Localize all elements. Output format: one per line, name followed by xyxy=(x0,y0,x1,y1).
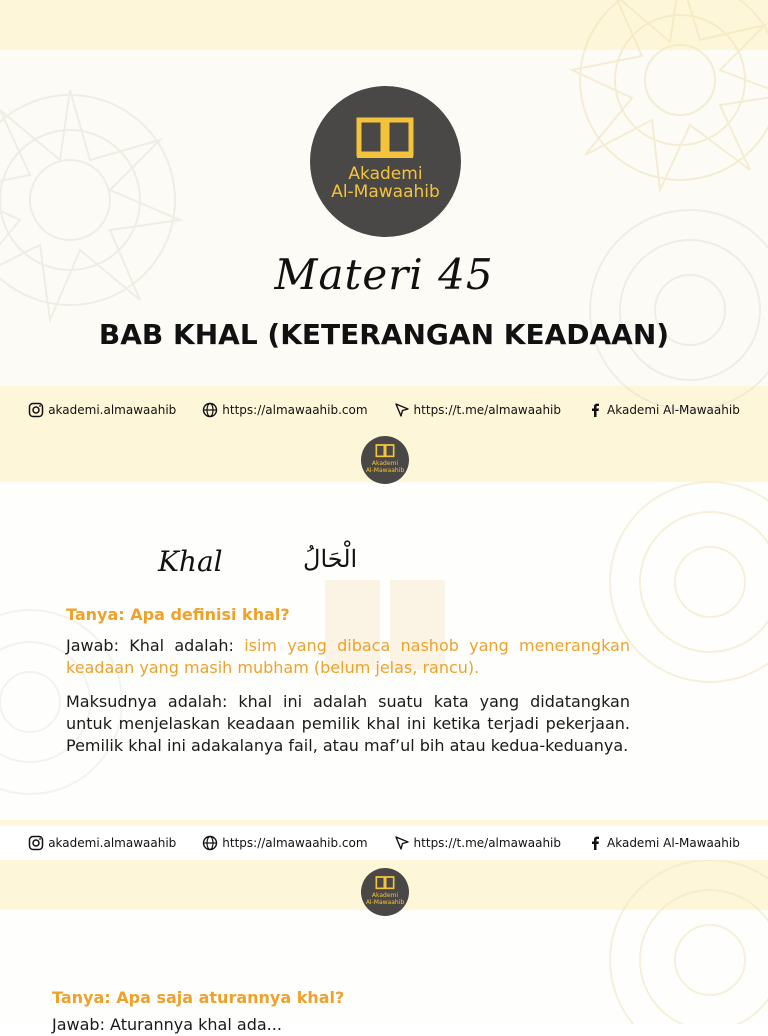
facebook-name: Akademi Al-Mawaahib xyxy=(607,836,740,850)
slide-title xyxy=(0,0,768,432)
logo-line-1: Akademi xyxy=(371,892,399,899)
answer-2-partial: Jawab: Aturannya khal ada... xyxy=(52,1015,282,1034)
globe-icon xyxy=(202,402,218,418)
social-footer xyxy=(0,393,768,427)
website-url: https://almawaahib.com xyxy=(222,836,368,850)
website-link[interactable] xyxy=(202,402,367,418)
facebook-icon xyxy=(587,402,603,418)
book-icon xyxy=(355,114,415,159)
telegram-link[interactable] xyxy=(394,402,561,418)
answer-1 xyxy=(66,635,630,679)
explanation-1: Maksudnya adalah: khal ini adalah suatu kata yang didatangkan untuk menjelaskan keadaan pemilik khal ini ketika terjadi pekerjaan. Pemilik khal ini adakalanya fail, atau maf’ul bih atau kedua-keduanya. xyxy=(66,692,630,755)
facebook-icon xyxy=(587,835,603,851)
mandala-ornament xyxy=(560,0,768,200)
telegram-link[interactable] xyxy=(394,835,561,851)
instagram-link[interactable] xyxy=(28,402,176,418)
facebook-name: Akademi Al-Mawaahib xyxy=(607,403,740,417)
telegram-url: https://t.me/almawaahib xyxy=(413,836,562,850)
telegram-url: https://t.me/almawaahib xyxy=(413,403,562,417)
facebook-link[interactable] xyxy=(587,402,740,418)
academy-logo xyxy=(361,868,409,916)
book-icon xyxy=(375,443,395,458)
instagram-handle: akademi.almawaahib xyxy=(48,403,177,417)
instagram-link[interactable] xyxy=(28,835,176,851)
globe-icon xyxy=(202,835,218,851)
instagram-icon xyxy=(28,402,44,418)
page-subtitle: BAB KHAL (KETERANGAN KEADAAN) xyxy=(98,318,670,351)
term-latin: Khal xyxy=(158,545,223,578)
mandala-ornament xyxy=(580,200,768,420)
facebook-link[interactable] xyxy=(587,835,740,851)
logo-line-1: Akademi xyxy=(371,460,399,467)
social-footer xyxy=(0,826,768,860)
website-url: https://almawaahib.com xyxy=(222,403,368,417)
cursor-icon xyxy=(394,835,410,851)
page-title: Materi 45 xyxy=(274,250,494,299)
logo-line-2: Al-Mawaahib xyxy=(331,182,440,202)
instagram-icon xyxy=(28,835,44,851)
logo-line-2: Al-Mawaahib xyxy=(365,899,405,906)
instagram-handle: akademi.almawaahib xyxy=(48,836,177,850)
academy-logo xyxy=(310,86,461,237)
logo-line-1: Akademi xyxy=(348,164,423,184)
logo-line-2: Al-Mawaahib xyxy=(365,467,405,474)
academy-logo xyxy=(361,436,409,484)
website-link[interactable] xyxy=(202,835,367,851)
term-arabic: الْحَالُ xyxy=(303,545,358,573)
cursor-icon xyxy=(394,402,410,418)
mandala-ornament xyxy=(600,860,768,1024)
answer-prefix: Jawab: Khal adalah: xyxy=(66,636,245,655)
answer-definition: isim yang dibaca nashob yang menerangkan keadaan yang masih mubham (belum jelas, rancu). xyxy=(66,636,631,677)
book-icon xyxy=(375,875,395,890)
question-2: Tanya: Apa saja aturannya khal? xyxy=(52,988,345,1007)
question-1: Tanya: Apa definisi khal? xyxy=(66,605,290,624)
